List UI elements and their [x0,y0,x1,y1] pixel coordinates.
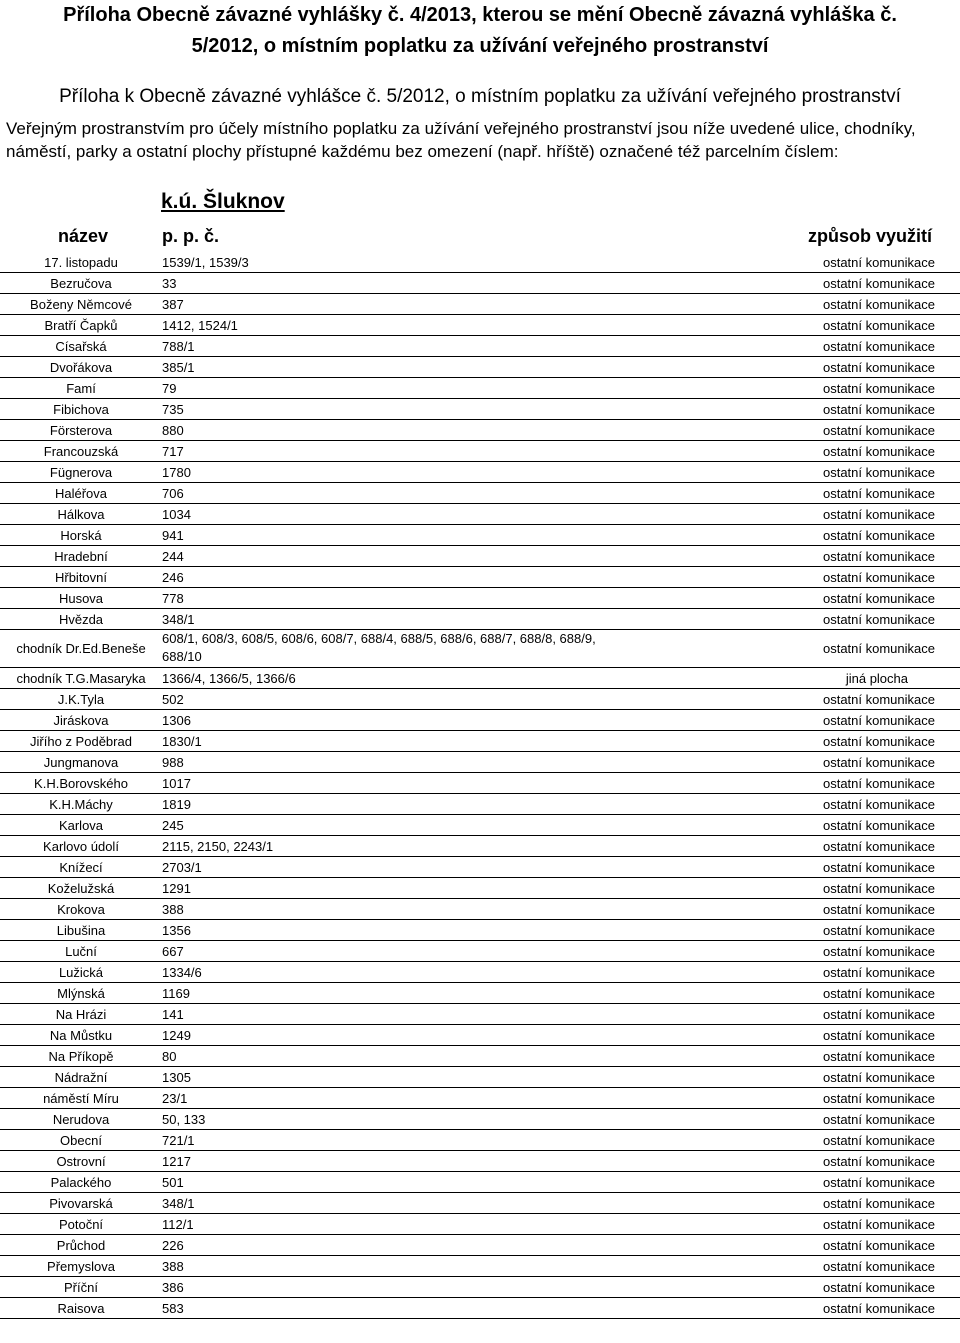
usage-cell: ostatní komunikace [822,1301,935,1316]
usage-cell: ostatní komunikace [822,734,935,749]
street-name-cell: Horská [60,528,102,543]
usage-cell: ostatní komunikace [822,1280,935,1295]
street-name-cell: Pivovarská [49,1196,113,1211]
street-name-cell: Příční [64,1280,98,1295]
street-name-cell: Obecní [60,1133,102,1148]
table-row [0,441,960,462]
table-row [0,710,960,731]
usage-cell: ostatní komunikace [822,276,935,291]
parcel-number-cell: 1819 [162,797,191,812]
usage-cell: ostatní komunikace [822,797,935,812]
street-name-cell: Bezručova [50,276,112,291]
parcel-number-cell: 141 [162,1007,184,1022]
table-row [0,857,960,878]
parcel-number-cell: 388 [162,902,184,917]
table-row [0,773,960,794]
table-row [0,1256,960,1277]
usage-cell: ostatní komunikace [822,1007,935,1022]
street-name-cell: Bratří Čapků [44,318,118,333]
usage-cell: ostatní komunikace [822,528,935,543]
usage-cell: ostatní komunikace [822,402,935,417]
table-row [0,609,960,630]
parcel-number-cell: 501 [162,1175,184,1190]
usage-cell: ostatní komunikace [822,944,935,959]
usage-cell: ostatní komunikace [822,297,935,312]
table-row [0,1214,960,1235]
usage-cell: ostatní komunikace [822,965,935,980]
street-name-cell: 17. listopadu [44,255,118,270]
parcel-number-cell: 387 [162,297,184,312]
table-row [0,752,960,773]
street-name-cell: Hvězda [58,612,104,627]
parcel-number-cell: 1306 [162,713,191,728]
usage-cell: ostatní komunikace [822,381,935,396]
table-row [0,731,960,752]
usage-cell: ostatní komunikace [822,818,935,833]
street-name-cell: Fibichova [53,402,109,417]
table-row [0,1193,960,1214]
street-name-cell: chodník T.G.Masaryka [16,671,146,686]
document-title-line-2: 5/2012, o místním poplatku za užívání veřejného prostranství [191,35,769,57]
usage-cell: ostatní komunikace [822,776,935,791]
parcel-number-cell: 1169 [162,986,190,1001]
table-row [0,941,960,962]
parcel-number-cell: 1334/6 [162,965,202,980]
street-name-cell: Dvořákova [49,360,113,375]
parcel-number-cell: 244 [162,549,184,564]
table-row [0,1277,960,1298]
usage-cell: ostatní komunikace [822,1049,935,1064]
usage-cell: ostatní komunikace [822,591,935,606]
street-name-cell: Luční [65,944,97,959]
street-name-cell: Nádražní [54,1070,108,1085]
street-name-cell: Karlova [58,818,104,833]
street-name-cell: Krokova [57,902,105,917]
parcel-number-cell: 1249 [162,1028,191,1043]
table-row [0,630,960,668]
usage-cell: ostatní komunikace [822,486,935,501]
street-name-cell: J.K.Tyla [57,692,105,707]
table-row [0,815,960,836]
street-name-cell: Jiřího z Poděbrad [30,734,132,749]
table-row [0,462,960,483]
street-name-cell: Průchod [56,1238,106,1253]
table-row [0,525,960,546]
street-name-cell: Raisova [57,1301,105,1316]
usage-cell: ostatní komunikace [822,1028,935,1043]
table-row [0,1025,960,1046]
parcel-number-cell: 79 [162,381,177,396]
parcel-number-cell: 788/1 [162,339,195,354]
usage-cell: ostatní komunikace [822,755,935,770]
document-title-line-1: Příloha Obecně závazné vyhlášky č. 4/2013, kterou se mění Obecně závazná vyhláška č. [63,4,897,26]
parcel-number-cell: 33 [162,276,177,291]
document-subtitle: Příloha k Obecně závazné vyhlášce č. 5/2012, o místním poplatku za užívání veřejného prostranství [59,86,901,107]
usage-cell: ostatní komunikace [822,1133,935,1148]
parcel-number-cell: 2115, 2150, 2243/1 [162,839,274,854]
street-name-cell: Hradební [54,549,108,564]
parcel-number-cell: 706 [162,486,184,501]
usage-cell: ostatní komunikace [822,1238,935,1253]
parcel-number-cell: 778 [162,591,184,606]
usage-cell: ostatní komunikace [822,1259,935,1274]
parcel-number-cell: 348/1 [162,1196,195,1211]
street-name-cell: Jiráskova [53,713,109,728]
usage-cell: ostatní komunikace [822,318,935,333]
parcel-number-cell: 1034 [162,507,191,522]
table-row [0,378,960,399]
street-name-cell: Palackého [50,1175,112,1190]
usage-cell: ostatní komunikace [822,465,935,480]
table-row [0,504,960,525]
usage-cell: ostatní komunikace [822,570,935,585]
usage-cell: ostatní komunikace [822,507,935,522]
parcel-number-cell: 1017 [162,776,191,791]
table-row [0,794,960,815]
usage-cell: ostatní komunikace [822,339,935,354]
table-row [0,420,960,441]
usage-cell: ostatní komunikace [822,1112,935,1127]
parcel-number-cell: 385/1 [162,360,195,375]
usage-cell: ostatní komunikace [822,255,935,270]
usage-cell: ostatní komunikace [822,360,935,375]
table-row [0,1004,960,1025]
parcel-number-cell: 50, 133 [162,1112,206,1127]
parcel-number-cell: 388 [162,1259,184,1274]
street-name-cell: Nerudova [52,1112,110,1127]
usage-cell: ostatní komunikace [822,713,935,728]
usage-cell: ostatní komunikace [822,1070,935,1085]
usage-cell: ostatní komunikace [822,1217,935,1232]
usage-cell: ostatní komunikace [822,641,935,656]
intro-paragraph: Veřejným prostranstvím pro účely místního poplatku za užívání veřejného prostranství jsou níže uvedené ulice, chodníky, náměstí, parky a ostatní plochy přístupné každému bez omezení (např. hříště) označené též parcelním číslem: [6,119,916,161]
street-name-cell: náměstí Míru [43,1091,119,1106]
street-name-cell: Potoční [58,1217,104,1232]
street-name-cell: K.H.Máchy [49,797,113,812]
column-header-name: název [58,226,109,246]
usage-cell: ostatní komunikace [822,549,935,564]
parcel-number-cell: 941 [162,528,184,543]
street-name-cell: Libušina [56,923,106,938]
table-row [0,546,960,567]
table-row [0,1298,960,1319]
usage-cell: ostatní komunikace [822,860,935,875]
street-name-cell: Koželužská [47,881,115,896]
table-row [0,315,960,336]
parcel-number-cell: 245 [162,818,184,833]
parcel-number-cell: 1539/1, 1539/3 [162,255,249,270]
usage-cell: ostatní komunikace [822,1175,935,1190]
table-row [0,399,960,420]
table-row [0,567,960,588]
street-name-cell: Francouzská [43,444,119,459]
usage-cell: ostatní komunikace [822,923,935,938]
table-row [0,878,960,899]
parcel-number-cell: 226 [162,1238,184,1253]
usage-cell: ostatní komunikace [822,902,935,917]
parcel-number-cell: 608/1, 608/3, 608/5, 608/6, 608/7, 688/4, 688/5, 688/6, 688/7, 688/8, 688/9, 688/10 [162,631,596,664]
street-name-cell: Hálkova [57,507,105,522]
usage-cell: ostatní komunikace [822,612,935,627]
table-row [0,357,960,378]
table-row [0,336,960,357]
parcel-number-cell: 735 [162,402,184,417]
column-header-parcel: p. p. č. [162,226,220,246]
street-name-cell: Přemyslova [47,1259,115,1274]
parcel-number-cell: 667 [162,944,184,959]
street-name-cell: Karlovo údolí [43,839,119,854]
parcel-number-cell: 988 [162,755,184,770]
parcel-number-cell: 502 [162,692,184,707]
table-row [0,1109,960,1130]
street-name-cell: Husova [58,591,104,606]
table-row [0,899,960,920]
parcel-number-cell: 1780 [162,465,191,480]
street-name-cell: Fügnerova [49,465,113,480]
parcel-number-cell: 1412, 1524/1 [162,318,238,333]
table-row [0,1088,960,1109]
usage-cell: ostatní komunikace [822,881,935,896]
parcel-number-cell: 880 [162,423,184,438]
table-row [0,294,960,315]
parcel-number-cell: 1217 [162,1154,191,1169]
table-row [0,1130,960,1151]
table-row [0,962,960,983]
table-row [0,252,960,273]
parcel-number-cell: 112/1 [162,1217,194,1232]
table-row [0,689,960,710]
street-name-cell: chodník Dr.Ed.Beneše [16,641,146,656]
usage-cell: jiná plocha [845,671,908,686]
street-name-cell: Na Příkopě [48,1049,114,1064]
street-name-cell: Haléřova [54,486,108,501]
table-row [0,1172,960,1193]
street-name-cell: Lužická [58,965,104,980]
parcel-number-cell: 717 [162,444,184,459]
usage-cell: ostatní komunikace [822,1154,935,1169]
table-row [0,483,960,504]
street-name-cell: Mlýnská [57,986,105,1001]
street-name-cell: Na Hrázi [55,1007,107,1022]
street-name-cell: Na Můstku [49,1028,113,1043]
street-name-cell: Knížecí [59,860,103,875]
table-row [0,836,960,857]
table-row [0,668,960,689]
usage-cell: ostatní komunikace [822,444,935,459]
cadastral-area-label: k.ú. Šluknov [161,190,285,213]
table-row [0,920,960,941]
parcel-number-cell: 721/1 [162,1133,195,1148]
parcel-number-cell: 583 [162,1301,184,1316]
parcel-table [0,252,960,1319]
table-row [0,1067,960,1088]
parcel-number-cell: 1305 [162,1070,191,1085]
parcel-number-cell: 2703/1 [162,860,202,875]
street-name-cell: Císařská [55,339,107,354]
table-row [0,1235,960,1256]
parcel-number-cell: 1356 [162,923,191,938]
parcel-number-cell: 1291 [162,881,191,896]
street-name-cell: Famí [66,381,96,396]
parcel-number-cell: 1366/4, 1366/5, 1366/6 [162,671,296,686]
parcel-number-cell: 23/1 [162,1091,188,1106]
column-header-usage: způsob využití [807,226,932,246]
usage-cell: ostatní komunikace [822,423,935,438]
table-row [0,588,960,609]
table-row [0,983,960,1004]
parcel-number-cell: 1830/1 [162,734,202,749]
street-name-cell: Ostrovní [56,1154,106,1169]
parcel-number-cell: 246 [162,570,184,585]
usage-cell: ostatní komunikace [822,1091,935,1106]
usage-cell: ostatní komunikace [822,692,935,707]
table-row [0,273,960,294]
usage-cell: ostatní komunikace [822,1196,935,1211]
parcel-number-cell: 80 [162,1049,177,1064]
street-name-cell: Hřbitovní [54,570,108,585]
street-name-cell: Försterova [49,423,113,438]
usage-cell: ostatní komunikace [822,986,935,1001]
usage-cell: ostatní komunikace [822,839,935,854]
street-name-cell: K.H.Borovského [34,776,128,791]
street-name-cell: Boženy Němcové [30,297,132,312]
street-name-cell: Jungmanova [43,755,119,770]
parcel-number-cell: 386 [162,1280,184,1295]
table-row [0,1151,960,1172]
parcel-number-cell: 348/1 [162,612,195,627]
table-row [0,1046,960,1067]
